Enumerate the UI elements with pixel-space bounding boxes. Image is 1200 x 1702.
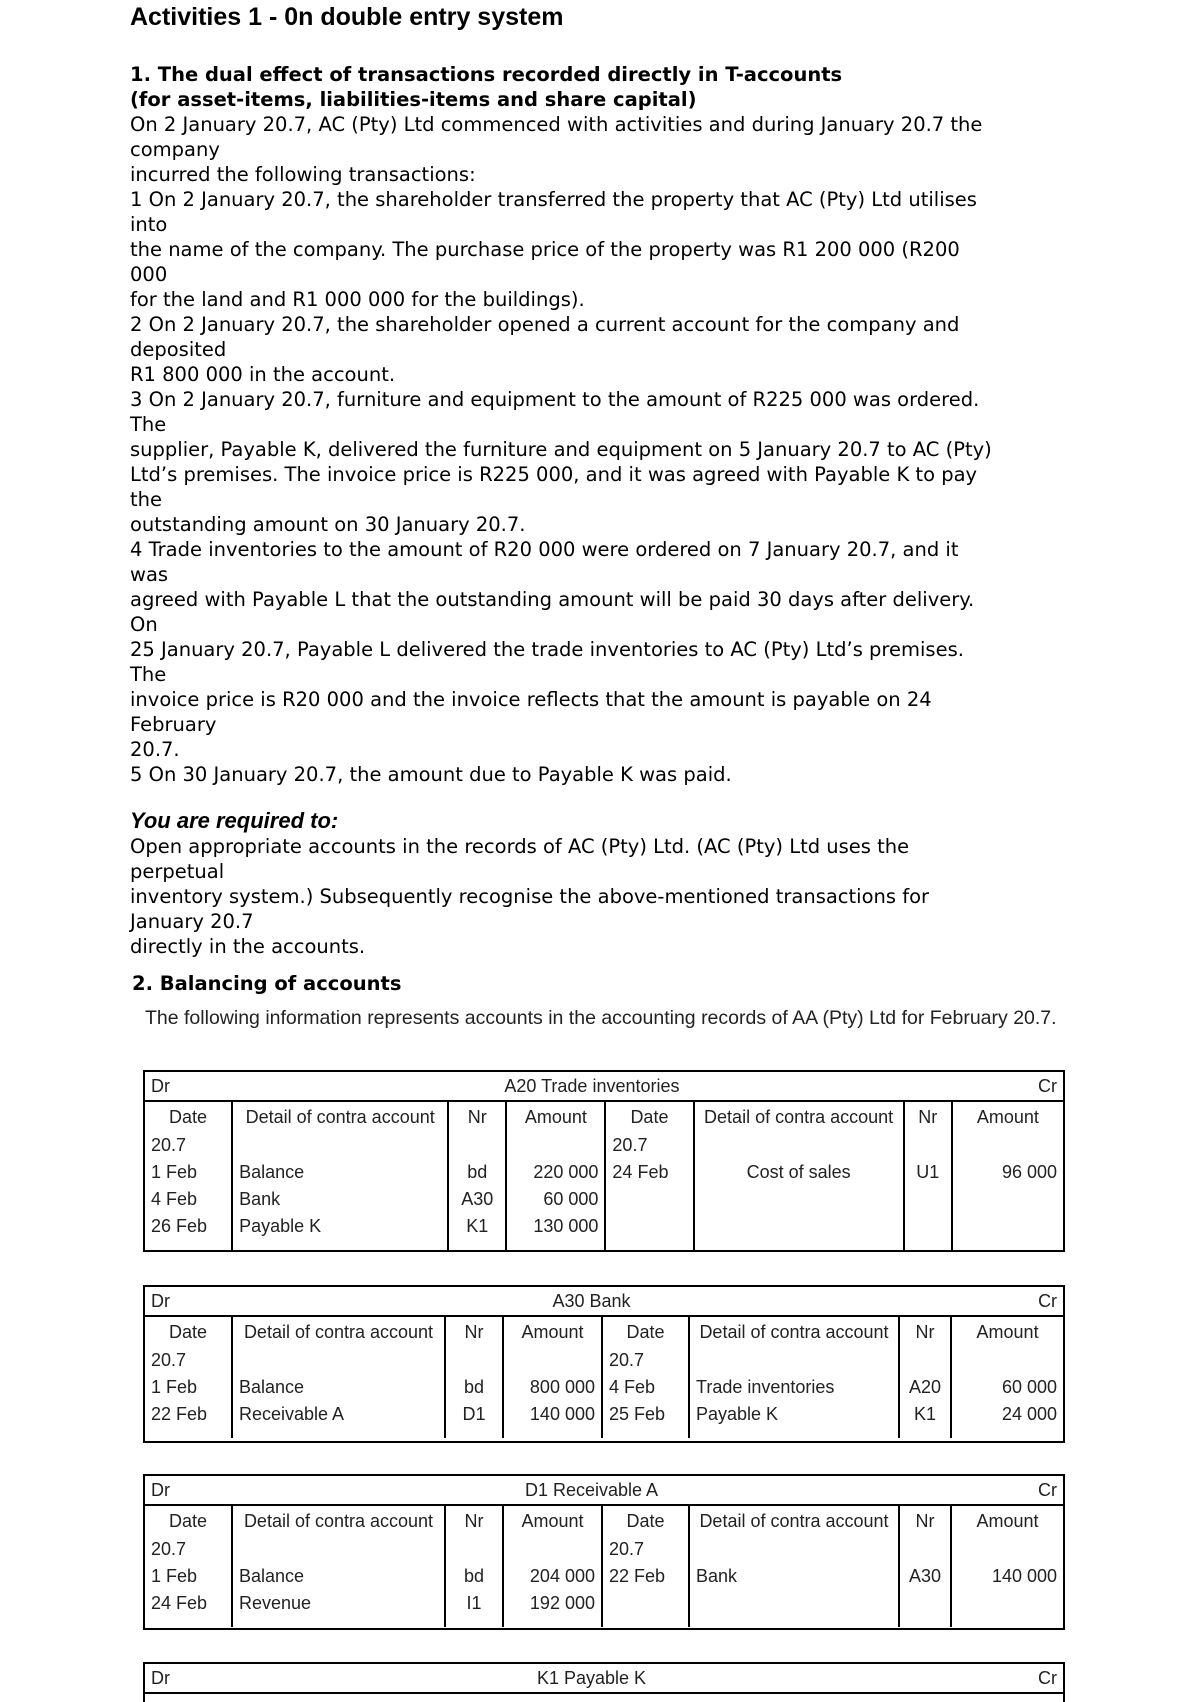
section1-line: On [130, 613, 158, 636]
debit-date: 1 Feb [151, 1566, 198, 1586]
debit-amount: 60 000 [506, 1186, 605, 1213]
cr-label: Cr [951, 1287, 1063, 1316]
section1-line: outstanding amount on 30 January 20.7. [130, 513, 526, 536]
col-amount: Amount [503, 1505, 602, 1536]
debit-amount: 192 000 [503, 1590, 602, 1617]
debit-date: 1 Feb [151, 1377, 198, 1397]
section1-line: February [130, 713, 217, 736]
dr-label: Dr [145, 1664, 232, 1693]
section1-line: the name of the company. The purchase price of the property was R1 200 000 (R200 [130, 238, 960, 261]
account-title: A20 Trade inventories [232, 1072, 952, 1101]
section1-heading-line2: (for asset-items, liabilities-items and share capital) [130, 88, 697, 111]
debit-detail: Balance [232, 1374, 445, 1401]
cr-label: Cr [951, 1664, 1063, 1693]
table-row [145, 1563, 1063, 1590]
section1-line: deposited [130, 338, 227, 361]
col-detail: Detail of contra account [694, 1101, 904, 1132]
debit-amount: 140 000 [503, 1401, 602, 1428]
section1-line: 4 Trade inventories to the amount of R20 000 were ordered on 7 January 20.7, and it [130, 538, 959, 561]
debit-nr: I1 [445, 1590, 503, 1617]
section1-line: invoice price is R20 000 and the invoice reflects that the amount is payable on 24 [130, 688, 932, 711]
section1-line: supplier, Payable K, delivered the furniture and equipment on 5 January 20.7 to AC (Pty) [130, 438, 992, 461]
col-amount: Amount [951, 1316, 1063, 1347]
section1-body [130, 112, 1090, 787]
credit-detail: Trade inventories [689, 1374, 899, 1401]
debit-detail: Payable K [232, 1213, 448, 1240]
debit-amount: 220 000 [506, 1159, 605, 1186]
section2-intro: The following information represents accounts in the accounting records of AA (Pty) Ltd for February 20.7. [145, 1007, 1057, 1029]
t-account-a20 [143, 1070, 1065, 1252]
section1-line: for the land and R1 000 000 for the buildings). [130, 288, 585, 311]
section2-heading: 2. Balancing of accounts [132, 972, 402, 995]
debit-detail: Balance [232, 1159, 448, 1186]
section1-heading [130, 62, 1090, 112]
col-amount: Amount [951, 1505, 1063, 1536]
col-date: Date [602, 1316, 689, 1347]
account-title: K1 Payable K [232, 1664, 951, 1693]
debit-detail: Revenue [232, 1590, 445, 1617]
credit-detail: Cost of sales [694, 1159, 904, 1186]
section1-line: 5 On 30 January 20.7, the amount due to Payable K was paid. [130, 763, 732, 786]
table-row [145, 1186, 1063, 1213]
credit-nr: A30 [899, 1563, 951, 1590]
debit-detail: Bank [232, 1186, 448, 1213]
credit-amount: 140 000 [951, 1563, 1063, 1590]
cr-label: Cr [951, 1476, 1063, 1505]
debit-year: 20.7 [151, 1135, 187, 1155]
credit-year: 20.7 [605, 1132, 693, 1159]
col-nr: Nr [904, 1101, 952, 1132]
col-detail: Detail of contra account [232, 1316, 445, 1347]
section1-line: 1 On 2 January 20.7, the shareholder transferred the property that AC (Pty) Ltd utilises [130, 188, 977, 211]
section1-line: 25 January 20.7, Payable L delivered the trade inventories to AC (Pty) Ltd’s premises. [130, 638, 964, 661]
credit-nr: A20 [899, 1374, 951, 1401]
credit-date: 25 Feb [602, 1401, 689, 1428]
account-title: A30 Bank [232, 1287, 951, 1316]
cr-label: Cr [952, 1072, 1063, 1101]
table-row [145, 1590, 1063, 1617]
section1-line: 20.7. [130, 738, 180, 761]
credit-year: 20.7 [602, 1347, 689, 1374]
col-date: Date [168, 1322, 208, 1342]
credit-year: 20.7 [602, 1536, 689, 1563]
page-title: Activities 1 - 0n double entry system [130, 3, 564, 31]
col-amount: Amount [503, 1316, 602, 1347]
debit-year: 20.7 [151, 1539, 187, 1559]
required-line: directly in the accounts. [130, 935, 366, 958]
debit-nr: bd [448, 1159, 506, 1186]
section1-heading-line1: 1. The dual effect of transactions recorded directly in T-accounts [130, 63, 843, 86]
debit-detail: Receivable A [232, 1401, 445, 1428]
section1-line: company [130, 138, 220, 161]
debit-detail: Balance [232, 1563, 445, 1590]
credit-detail: Payable K [689, 1401, 899, 1428]
debit-nr: A30 [448, 1186, 506, 1213]
col-detail: Detail of contra account [689, 1505, 899, 1536]
required-heading: You are required to: [130, 808, 339, 833]
debit-amount: 204 000 [503, 1563, 602, 1590]
account-title: D1 Receivable A [232, 1476, 951, 1505]
debit-nr: bd [445, 1563, 503, 1590]
section1-line: On 2 January 20.7, AC (Pty) Ltd commenced with activities and during January 20.7 the [130, 113, 983, 136]
document-content [130, 0, 1090, 997]
col-nr: Nr [445, 1316, 503, 1347]
section1-line: The [130, 663, 167, 686]
credit-date: 24 Feb [605, 1159, 693, 1186]
section1-line: into [130, 213, 168, 236]
col-date: Date [605, 1101, 693, 1132]
credit-date: 22 Feb [602, 1563, 689, 1590]
section1-line: was [130, 563, 169, 586]
debit-nr: D1 [445, 1401, 503, 1428]
section1-line: Ltd’s premises. The invoice price is R225 000, and it was agreed with Payable K to pay [130, 463, 978, 486]
credit-amount: 60 000 [951, 1374, 1063, 1401]
section1-line: incurred the following transactions: [130, 163, 476, 186]
debit-amount: 130 000 [506, 1213, 605, 1240]
required-body [130, 834, 1090, 959]
dr-label: Dr [145, 1287, 232, 1316]
col-nr: Nr [899, 1316, 951, 1347]
section1-line: agreed with Payable L that the outstanding amount will be paid 30 days after delivery. [130, 588, 975, 611]
required-line: January 20.7 [130, 910, 254, 933]
debit-amount: 800 000 [503, 1374, 602, 1401]
debit-date: 24 Feb [151, 1593, 208, 1613]
col-date: Date [169, 1107, 208, 1127]
t-account-k1 [143, 1662, 1065, 1702]
debit-date: 4 Feb [151, 1189, 198, 1209]
credit-amount: 96 000 [952, 1159, 1063, 1186]
credit-amount: 24 000 [951, 1401, 1063, 1428]
col-detail: Detail of contra account [689, 1316, 899, 1347]
dr-label: Dr [145, 1072, 232, 1101]
credit-detail: Bank [689, 1563, 899, 1590]
table-row [145, 1159, 1063, 1186]
section1-line: 000 [130, 263, 168, 286]
debit-nr: bd [445, 1374, 503, 1401]
section1-line: R1 800 000 in the account. [130, 363, 396, 386]
credit-nr: U1 [904, 1159, 952, 1186]
col-detail: Detail of contra account [232, 1101, 448, 1132]
col-date: Date [168, 1511, 208, 1531]
section1-line: the [130, 488, 163, 511]
table-row [145, 1374, 1063, 1401]
debit-date: 22 Feb [151, 1404, 208, 1424]
col-amount: Amount [506, 1101, 605, 1132]
required-line: perpetual [130, 860, 225, 883]
debit-year: 20.7 [151, 1350, 187, 1370]
dr-label: Dr [145, 1476, 232, 1505]
col-detail: Detail of contra account [232, 1505, 445, 1536]
required-line: Open appropriate accounts in the records of AC (Pty) Ltd. (AC (Pty) Ltd uses the [130, 835, 910, 858]
debit-date: 26 Feb [151, 1216, 208, 1236]
col-nr: Nr [899, 1505, 951, 1536]
col-date: Date [602, 1505, 689, 1536]
required-line: inventory system.) Subsequently recognise the above-mentioned transactions for [130, 885, 930, 908]
section1-line: 3 On 2 January 20.7, furniture and equipment to the amount of R225 000 was ordered. [130, 388, 980, 411]
col-nr: Nr [448, 1101, 506, 1132]
col-amount: Amount [952, 1101, 1063, 1132]
table-row [145, 1401, 1063, 1428]
t-account-d1 [143, 1474, 1065, 1630]
debit-date: 1 Feb [151, 1162, 198, 1182]
t-account-a30 [143, 1285, 1065, 1443]
debit-nr: K1 [448, 1213, 506, 1240]
section1-line: The [130, 413, 167, 436]
section1-line: 2 On 2 January 20.7, the shareholder opened a current account for the company and [130, 313, 960, 336]
credit-date: 4 Feb [602, 1374, 689, 1401]
credit-nr: K1 [899, 1401, 951, 1428]
table-row [145, 1213, 1063, 1240]
col-nr: Nr [445, 1505, 503, 1536]
